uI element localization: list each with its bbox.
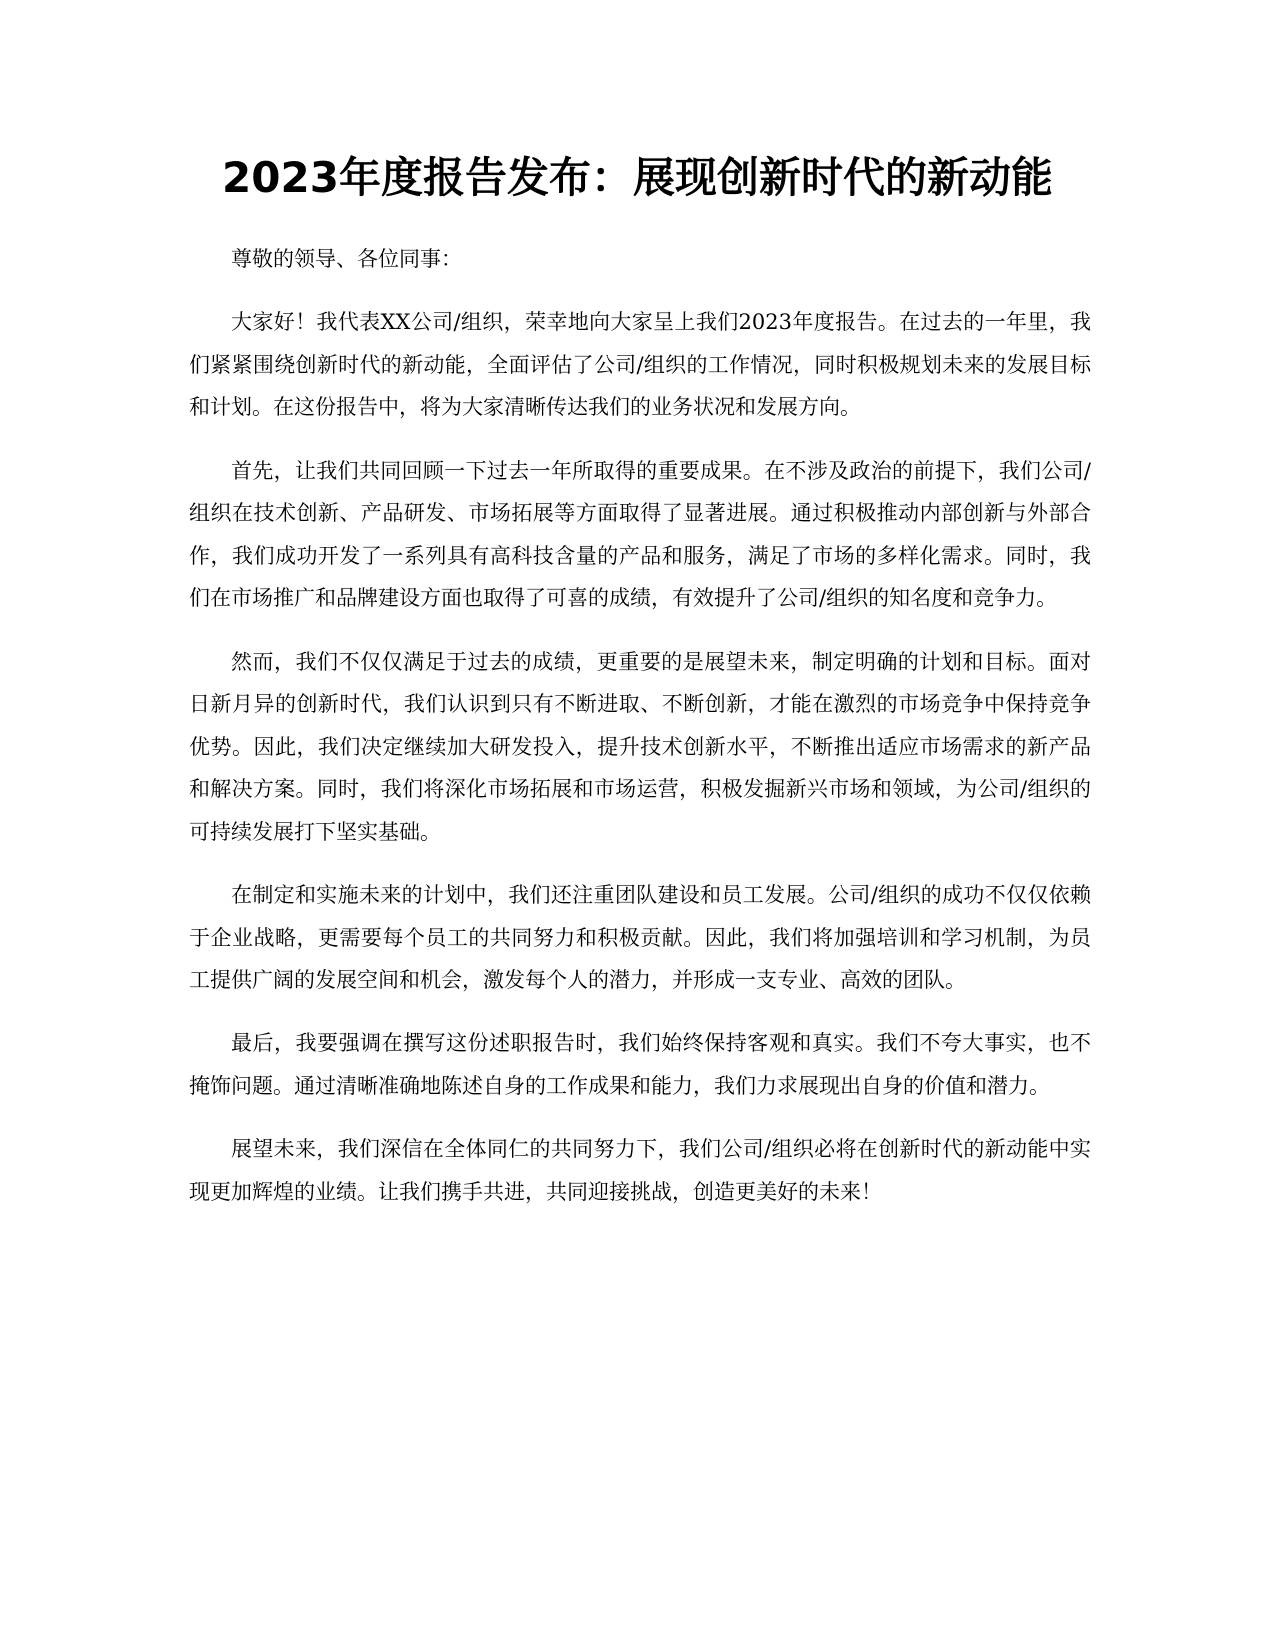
document-title: 2023年度报告发布：展现创新时代的新动能 — [222, 153, 1053, 202]
paragraph-achievements: 首先，让我们共同回顾一下过去一年所取得的重要成果。在不涉及政治的前提下，我们公司/组织在技术创新、产品研发、市场拓展等方面取得了显著进展。通过积极推动内部创新与外部合作，我们成功开发了一系列具有高科技含量的产品和服务，满足了市场的多样化需求。同时，我们在市场推广和品牌建设方面也取得了可喜的成绩，有效提升了公司/组织的知名度和竞争力。 — [189, 458, 1091, 611]
paragraph-team-building: 在制定和实施未来的计划中，我们还注重团队建设和员工发展。公司/组织的成功不仅仅依赖于企业战略，更需要每个员工的共同努力和积极贡献。因此，我们将加强培训和学习机制，为员工提供广阔的发展空间和机会，激发每个人的潜力，并形成一支专业、高效的团队。 — [189, 883, 1091, 993]
document-body — [189, 238, 1091, 1234]
paragraph-opening: 大家好！我代表XX公司/组织，荣幸地向大家呈上我们2023年度报告。在过去的一年里，我们紧紧围绕创新时代的新动能，全面评估了公司/组织的工作情况，同时积极规划未来的发展目标和计划。在这份报告中，将为大家清晰传达我们的业务状况和发展方向。 — [189, 310, 1091, 420]
salutation: 尊敬的领导、各位同事： — [231, 247, 462, 271]
paragraph-future-plans: 然而，我们不仅仅满足于过去的成绩，更重要的是展望未来，制定明确的计划和目标。面对日新月异的创新时代，我们认识到只有不断进取、不断创新，才能在激烈的市场竞争中保持竞争优势。因此，我们决定继续加大研发投入，提升技术创新水平，不断推出适应市场需求的新产品和解决方案。同时，我们将深化市场拓展和市场运营，积极发掘新兴市场和领域，为公司/组织的可持续发展打下坚实基础。 — [189, 649, 1091, 844]
paragraph-closing: 展望未来，我们深信在全体同仁的共同努力下，我们公司/组织必将在创新时代的新动能中实现更加辉煌的业绩。让我们携手共进，共同迎接挑战，创造更美好的未来！ — [189, 1137, 1091, 1204]
paragraph-objectivity: 最后，我要强调在撰写这份述职报告时，我们始终保持客观和真实。我们不夸大事实，也不掩饰问题。通过清晰准确地陈述自身的工作成果和能力，我们力求展现出自身的价值和潜力。 — [189, 1031, 1091, 1099]
